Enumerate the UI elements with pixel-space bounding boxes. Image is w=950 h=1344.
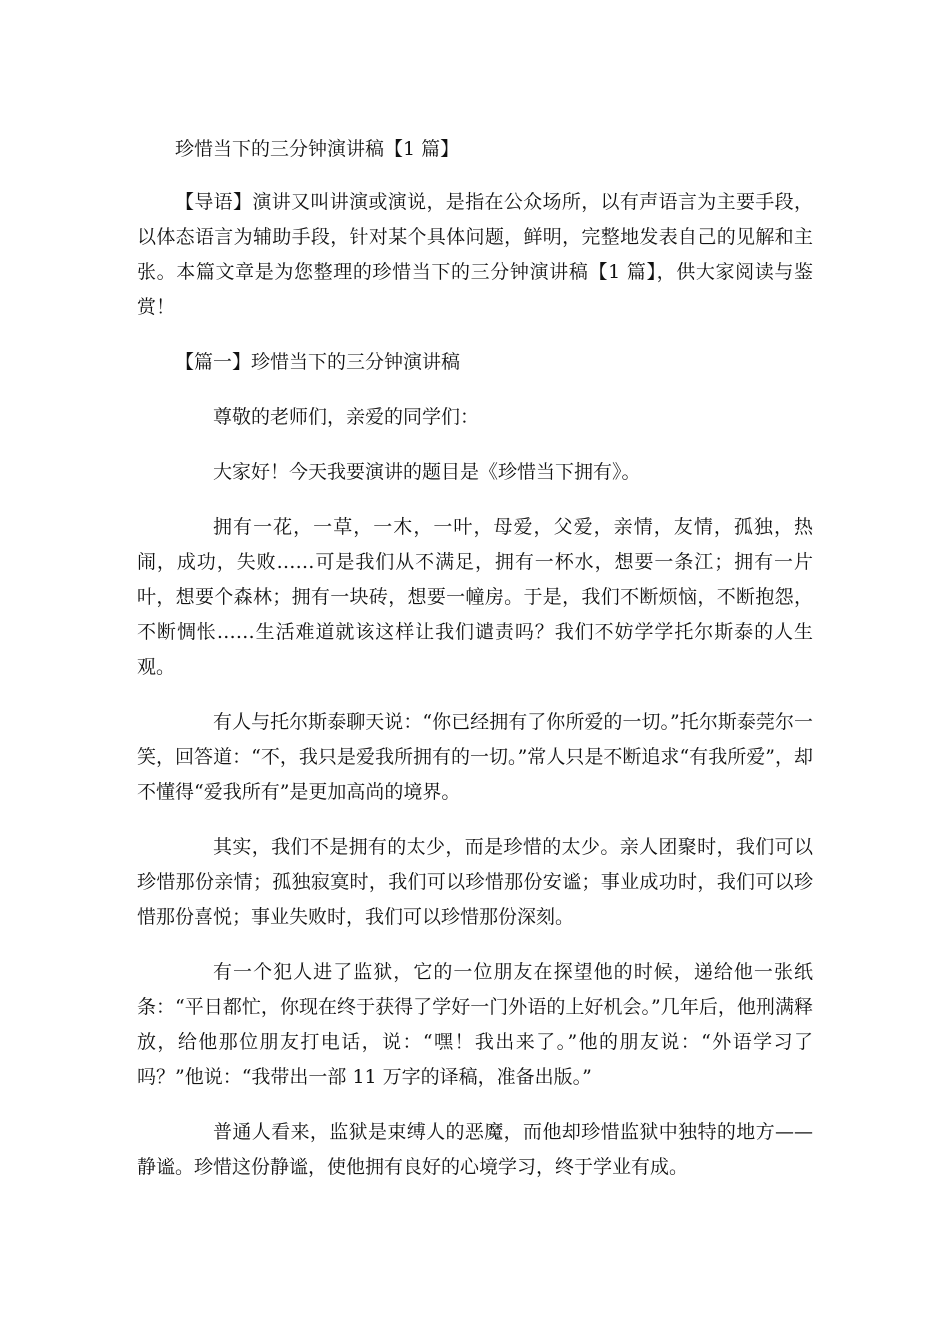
paragraph-opening: 大家好！今天我要演讲的题目是《珍惜当下拥有》。 <box>213 461 641 483</box>
paragraph-conclusion: 普通人看来，监狱是束缚人的恶魔，而他却珍惜监狱中独特的地方——静谧。珍惜这份静谧，使他拥有良好的心境学习，终于学业有成。 <box>137 1121 813 1178</box>
intro-paragraph: 【导语】演讲又叫讲演或演说，是指在公众场所，以有声语言为主要手段，以体态语言为辅助手段，针对某个具体问题，鲜明，完整地发表自己的见解和主张。本篇文章是为您整理的珍惜当下的三分钟演讲稿【1 篇】，供大家阅读与鉴赏！ <box>137 191 813 318</box>
document-body <box>137 132 813 1205</box>
section-heading: 【篇一】珍惜当下的三分钟演讲稿 <box>175 351 461 373</box>
paragraph-greeting: 尊敬的老师们，亲爱的同学们： <box>213 406 480 428</box>
paragraph-prisoner: 有一个犯人进了监狱，它的一位朋友在探望他的时候，递给他一张纸条：“平日都忙，你现在终于获得了学好一门外语的上好机会。”几年后，他刑满释放，给他那位朋友打电话，说：“嘿！我出来了。”他的朋友说：“外语学习了吗？”他说：“我带出一部 11 万字的译稿，准备出版。” <box>137 961 813 1088</box>
document-title: 珍惜当下的三分钟演讲稿【1 篇】 <box>175 138 460 160</box>
paragraph-tolstoy: 有人与托尔斯泰聊天说：“你已经拥有了你所爱的一切。”托尔斯泰莞尔一笑，回答道：“不，我只是爱我所拥有的一切。”常人只是不断追求“有我所爱”，却不懂得“爱我所有”是更加高尚的境界。 <box>137 711 813 803</box>
paragraph-possessions: 拥有一花，一草，一木，一叶，母爱，父爱，亲情，友情，孤独，热闹，成功，失败……可是我们从不满足，拥有一杯水，想要一条江；拥有一片叶，想要个森林；拥有一块砖，想要一幢房。于是，我们不断烦恼，不断抱怨，不断惆怅……生活难道就该这样让我们谴责吗？我们不妨学学托尔斯泰的人生观。 <box>137 516 813 678</box>
paragraph-cherish: 其实，我们不是拥有的太少，而是珍惜的太少。亲人团聚时，我们可以珍惜那份亲情；孤独寂寞时，我们可以珍惜那份安谧；事业成功时，我们可以珍惜那份喜悦；事业失败时，我们可以珍惜那份深刻。 <box>137 836 813 928</box>
